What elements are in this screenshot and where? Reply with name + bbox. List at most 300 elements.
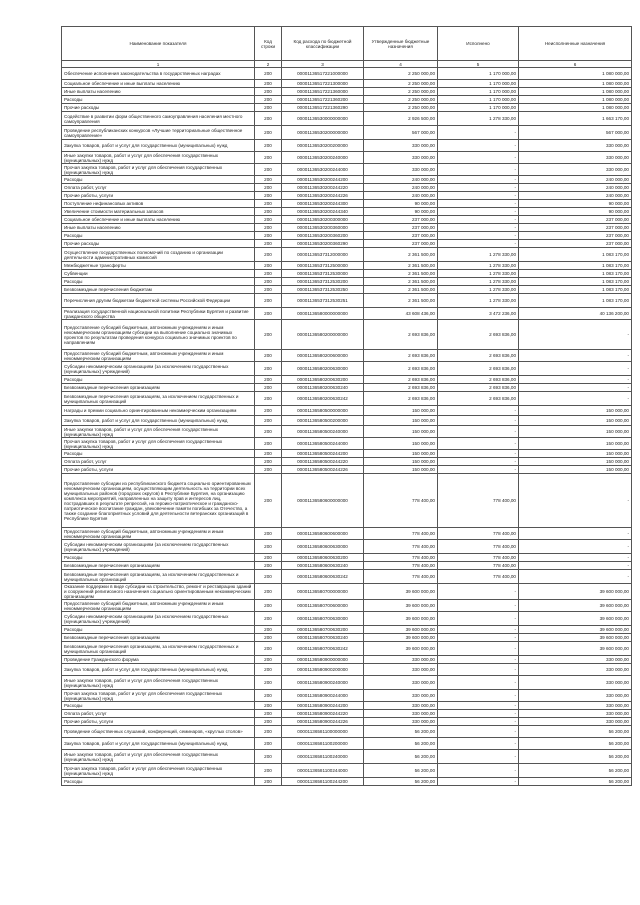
- row-name: Расходы: [62, 278, 255, 286]
- row-unexecuted: 150 000,00: [519, 406, 632, 416]
- row-approved: 39 600 000,00: [364, 626, 438, 634]
- row-executed: -: [438, 584, 519, 600]
- row-line-code: 200: [255, 164, 282, 176]
- row-executed: -: [438, 612, 519, 626]
- row-executed: -: [438, 438, 519, 450]
- row-budget-code: 00001136580200630000: [282, 362, 364, 376]
- table-row: [62, 192, 632, 200]
- row-unexecuted: 1 083 170,00: [519, 278, 632, 286]
- table-row: [62, 362, 632, 376]
- row-unexecuted: 1 080 000,00: [519, 80, 632, 88]
- row-name: Расходы: [62, 626, 255, 634]
- row-unexecuted: -: [519, 392, 632, 406]
- row-executed: 2 693 836,00: [438, 350, 519, 362]
- table-row: [62, 392, 632, 406]
- row-budget-code: 00001136530200244300: [282, 200, 364, 208]
- column-number-row: [62, 61, 632, 68]
- table-row: [62, 438, 632, 450]
- row-unexecuted: 1 083 170,00: [519, 248, 632, 262]
- row-executed: -: [438, 726, 519, 738]
- row-unexecuted: -: [519, 350, 632, 362]
- row-line-code: 200: [255, 224, 282, 232]
- row-name: Обеспечение исполнения законодательства в государственных наградах: [62, 68, 255, 80]
- row-unexecuted: 1 080 000,00: [519, 68, 632, 80]
- row-executed: -: [438, 126, 519, 140]
- row-budget-code: 00001136581100000000: [282, 726, 364, 738]
- table-row: [62, 642, 632, 656]
- table-row: [62, 216, 632, 224]
- column-number: 3: [282, 61, 364, 68]
- row-line-code: 200: [255, 664, 282, 676]
- row-line-code: 200: [255, 702, 282, 710]
- row-line-code: 200: [255, 438, 282, 450]
- row-unexecuted: -: [519, 384, 632, 392]
- row-approved: 43 608 436,00: [364, 308, 438, 320]
- row-name: Иные выплаты населению: [62, 88, 255, 96]
- row-executed: 1 278 330,00: [438, 278, 519, 286]
- row-unexecuted: 237 000,00: [519, 232, 632, 240]
- row-approved: 150 000,00: [364, 438, 438, 450]
- row-unexecuted: 330 000,00: [519, 656, 632, 664]
- row-unexecuted: 1 083 170,00: [519, 294, 632, 308]
- row-line-code: 200: [255, 308, 282, 320]
- row-budget-code: 00001136581100244200: [282, 778, 364, 786]
- row-unexecuted: 90 000,00: [519, 200, 632, 208]
- row-name: Увеличение стоимости материальных запасов: [62, 208, 255, 216]
- table-row: [62, 458, 632, 466]
- table-row: [62, 152, 632, 164]
- row-line-code: 200: [255, 278, 282, 286]
- row-name: Прочая закупка товаров, работ и услуг для обеспечения государственных (муниципальных) нужд: [62, 438, 255, 450]
- row-approved: 778 400,00: [364, 540, 438, 554]
- row-executed: 1 278 330,00: [438, 112, 519, 126]
- row-line-code: 200: [255, 350, 282, 362]
- row-budget-code: 00001136580900000000: [282, 656, 364, 664]
- row-name: Расходы: [62, 554, 255, 562]
- row-budget-code: 00001136580600630200: [282, 554, 364, 562]
- row-unexecuted: -: [519, 562, 632, 570]
- row-name: Поступление нефинансовых активов: [62, 200, 255, 208]
- row-unexecuted: 39 600 000,00: [519, 584, 632, 600]
- row-approved: 56 200,00: [364, 726, 438, 738]
- row-unexecuted: -: [519, 376, 632, 384]
- row-executed: 2 693 836,00: [438, 320, 519, 350]
- row-executed: -: [438, 676, 519, 690]
- row-budget-code: 00001136530200000000: [282, 126, 364, 140]
- row-approved: 778 400,00: [364, 528, 438, 540]
- row-unexecuted: 330 000,00: [519, 690, 632, 702]
- row-budget-code: 00001136580700000000: [282, 584, 364, 600]
- row-executed: -: [438, 192, 519, 200]
- row-line-code: 200: [255, 528, 282, 540]
- row-budget-code: 00001136580500244000: [282, 438, 364, 450]
- row-approved: 567 000,00: [364, 126, 438, 140]
- row-approved: 39 600 000,00: [364, 634, 438, 642]
- row-budget-code: 00001136517221360290: [282, 104, 364, 112]
- row-approved: 150 000,00: [364, 426, 438, 438]
- row-budget-code: 00001136580900244220: [282, 710, 364, 718]
- row-approved: 150 000,00: [364, 450, 438, 458]
- row-unexecuted: 240 000,00: [519, 184, 632, 192]
- row-name: Прочие работы, услуги: [62, 466, 255, 474]
- row-approved: 2 250 000,00: [364, 96, 438, 104]
- table-row: [62, 350, 632, 362]
- table-row: [62, 528, 632, 540]
- row-approved: 778 400,00: [364, 562, 438, 570]
- row-name: Прочая закупка товаров, работ и услуг для обеспечения государственных (муниципальных) нужд: [62, 164, 255, 176]
- row-approved: 150 000,00: [364, 406, 438, 416]
- row-line-code: 200: [255, 240, 282, 248]
- row-budget-code: 00001136530200300000: [282, 216, 364, 224]
- table-row: [62, 718, 632, 726]
- row-executed: 778 400,00: [438, 540, 519, 554]
- row-budget-code: 00001136581100240000: [282, 750, 364, 764]
- row-approved: 56 200,00: [364, 764, 438, 778]
- table-row: [62, 738, 632, 750]
- table-row: [62, 634, 632, 642]
- row-budget-code: 00001136580500000000: [282, 406, 364, 416]
- table-row: [62, 406, 632, 416]
- header-row: [62, 27, 632, 61]
- row-unexecuted: 330 000,00: [519, 710, 632, 718]
- row-budget-code: 00001136580600630242: [282, 570, 364, 584]
- row-line-code: 200: [255, 600, 282, 612]
- row-approved: 2 693 836,00: [364, 384, 438, 392]
- row-line-code: 200: [255, 738, 282, 750]
- row-approved: 56 200,00: [364, 738, 438, 750]
- row-line-code: 200: [255, 676, 282, 690]
- row-executed: -: [438, 626, 519, 634]
- table-row: [62, 308, 632, 320]
- row-unexecuted: 330 000,00: [519, 718, 632, 726]
- table-row: [62, 80, 632, 88]
- row-line-code: 200: [255, 68, 282, 80]
- table-row: [62, 690, 632, 702]
- column-number: 4: [364, 61, 438, 68]
- row-approved: 778 400,00: [364, 474, 438, 528]
- row-budget-code: 00001136580700630000: [282, 612, 364, 626]
- row-executed: -: [438, 240, 519, 248]
- row-name: Предоставление субсидий бюджетным, автономным учреждениям и иным некоммерческим организациям: [62, 600, 255, 612]
- row-executed: -: [438, 738, 519, 750]
- row-approved: 150 000,00: [364, 466, 438, 474]
- row-approved: 2 361 500,00: [364, 286, 438, 294]
- table-row: [62, 600, 632, 612]
- row-unexecuted: 1 080 000,00: [519, 104, 632, 112]
- row-budget-code: 00001136580700630200: [282, 626, 364, 634]
- column-number: 2: [255, 61, 282, 68]
- row-approved: 330 000,00: [364, 664, 438, 676]
- row-budget-code: 00001136580200630200: [282, 376, 364, 384]
- table-row: [62, 262, 632, 270]
- column-header-name: Наименование показателя: [62, 27, 255, 61]
- table-row: [62, 320, 632, 350]
- row-line-code: 200: [255, 384, 282, 392]
- row-unexecuted: 237 000,00: [519, 240, 632, 248]
- row-name: Безвозмездные перечисления организациям: [62, 384, 255, 392]
- column-header-approved: Утвержденные бюджетные назначения: [364, 27, 438, 61]
- row-budget-code: 00001136580500244220: [282, 458, 364, 466]
- row-approved: 39 600 000,00: [364, 584, 438, 600]
- row-budget-code: 00001136537312530251: [282, 294, 364, 308]
- row-unexecuted: -: [519, 528, 632, 540]
- table-row: [62, 224, 632, 232]
- row-unexecuted: 237 000,00: [519, 224, 632, 232]
- row-executed: 1 170 000,00: [438, 104, 519, 112]
- row-budget-code: 00001136537312530200: [282, 278, 364, 286]
- row-approved: 2 926 500,00: [364, 112, 438, 126]
- row-budget-code: 00001136580900200000: [282, 664, 364, 676]
- row-name: Расходы: [62, 450, 255, 458]
- row-approved: 2 693 836,00: [364, 392, 438, 406]
- row-name: Иные закупки товаров, работ и услуг для обеспечения государственных (муниципальных) нужд: [62, 426, 255, 438]
- column-header-line-code: Код строки: [255, 27, 282, 61]
- table-row: [62, 232, 632, 240]
- table-row: [62, 416, 632, 426]
- row-name: Расходы: [62, 376, 255, 384]
- row-executed: -: [438, 750, 519, 764]
- row-executed: 2 693 836,00: [438, 362, 519, 376]
- row-budget-code: 00001136580500200000: [282, 416, 364, 426]
- row-line-code: 200: [255, 104, 282, 112]
- row-unexecuted: -: [519, 362, 632, 376]
- row-executed: -: [438, 184, 519, 192]
- table-row: [62, 140, 632, 152]
- row-approved: 2 250 000,00: [364, 68, 438, 80]
- row-line-code: 200: [255, 690, 282, 702]
- row-name: Безвозмездные перечисления бюджетам: [62, 286, 255, 294]
- row-approved: 150 000,00: [364, 416, 438, 426]
- row-line-code: 200: [255, 656, 282, 664]
- row-executed: 1 278 330,00: [438, 294, 519, 308]
- row-unexecuted: 39 600 000,00: [519, 600, 632, 612]
- row-unexecuted: -: [519, 320, 632, 350]
- row-name: Предоставление субсидий бюджетным, автономным учреждениям и иным некоммерческим организациям: [62, 350, 255, 362]
- row-line-code: 200: [255, 152, 282, 164]
- row-approved: 2 250 000,00: [364, 88, 438, 96]
- row-executed: 1 170 000,00: [438, 68, 519, 80]
- column-header-executed: Исполнено: [438, 27, 519, 61]
- budget-execution-table: [61, 26, 632, 786]
- row-name: Содействие в развитии форм общественного самоуправления населения местного самоуправления: [62, 112, 255, 126]
- row-approved: 2 361 500,00: [364, 294, 438, 308]
- row-unexecuted: 56 200,00: [519, 778, 632, 786]
- row-name: Иные закупки товаров, работ и услуг для обеспечения государственных (муниципальных) нужд: [62, 750, 255, 764]
- row-budget-code: 00001136580900240000: [282, 676, 364, 690]
- table-row: [62, 778, 632, 786]
- row-executed: -: [438, 466, 519, 474]
- row-approved: 39 600 000,00: [364, 612, 438, 626]
- row-name: Расходы: [62, 778, 255, 786]
- row-name: Перечисления другим бюджетам бюджетной системы Российской Федерации: [62, 294, 255, 308]
- row-unexecuted: 39 600 000,00: [519, 626, 632, 634]
- row-line-code: 200: [255, 562, 282, 570]
- row-unexecuted: 150 000,00: [519, 438, 632, 450]
- table-row: [62, 286, 632, 294]
- row-line-code: 200: [255, 458, 282, 466]
- row-budget-code: 00001136580600630240: [282, 562, 364, 570]
- row-budget-code: 00001136580900244200: [282, 702, 364, 710]
- row-executed: -: [438, 176, 519, 184]
- row-approved: 240 000,00: [364, 184, 438, 192]
- row-budget-code: 00001136581100244000: [282, 764, 364, 778]
- row-approved: 56 200,00: [364, 750, 438, 764]
- row-budget-code: 00001136530200244000: [282, 164, 364, 176]
- row-name: Закупка товаров, работ и услуг для государственных (муниципальных) нужд: [62, 140, 255, 152]
- row-executed: -: [438, 664, 519, 676]
- row-line-code: 200: [255, 80, 282, 88]
- row-line-code: 200: [255, 718, 282, 726]
- row-executed: 1 278 330,00: [438, 270, 519, 278]
- row-line-code: 200: [255, 764, 282, 778]
- column-number: 5: [438, 61, 519, 68]
- row-budget-code: 00001136537312530000: [282, 270, 364, 278]
- row-executed: 1 170 000,00: [438, 80, 519, 88]
- row-budget-code: 00001136580000000000: [282, 308, 364, 320]
- row-budget-code: 00001136530200244340: [282, 208, 364, 216]
- row-line-code: 200: [255, 200, 282, 208]
- row-unexecuted: 567 000,00: [519, 126, 632, 140]
- table-row: [62, 570, 632, 584]
- row-budget-code: 00001136530200244220: [282, 184, 364, 192]
- row-budget-code: 00001136580900244000: [282, 690, 364, 702]
- row-executed: -: [438, 764, 519, 778]
- row-approved: 2 693 836,00: [364, 320, 438, 350]
- table-row: [62, 126, 632, 140]
- table-row: [62, 726, 632, 738]
- row-approved: 2 361 500,00: [364, 248, 438, 262]
- table-header: [62, 27, 632, 68]
- row-unexecuted: 330 000,00: [519, 702, 632, 710]
- row-unexecuted: 56 200,00: [519, 726, 632, 738]
- row-executed: 2 693 836,00: [438, 384, 519, 392]
- row-executed: 778 400,00: [438, 562, 519, 570]
- row-executed: -: [438, 208, 519, 216]
- row-executed: -: [438, 216, 519, 224]
- row-approved: 330 000,00: [364, 702, 438, 710]
- row-approved: 2 361 500,00: [364, 262, 438, 270]
- row-budget-code: 00001136530200244226: [282, 192, 364, 200]
- row-line-code: 200: [255, 466, 282, 474]
- row-approved: 330 000,00: [364, 164, 438, 176]
- row-line-code: 200: [255, 140, 282, 152]
- row-budget-code: 00001136580600600000: [282, 528, 364, 540]
- row-budget-code: 00001136530200360290: [282, 240, 364, 248]
- row-name: Расходы: [62, 96, 255, 104]
- row-executed: -: [438, 406, 519, 416]
- row-line-code: 200: [255, 248, 282, 262]
- row-approved: 90 000,00: [364, 208, 438, 216]
- row-approved: 237 000,00: [364, 232, 438, 240]
- row-name: Осуществление государственных полномочий по созданию и организации деятельности административных комиссий: [62, 248, 255, 262]
- row-line-code: 200: [255, 392, 282, 406]
- table-row: [62, 104, 632, 112]
- row-line-code: 200: [255, 176, 282, 184]
- table-row: [62, 164, 632, 176]
- row-budget-code: 00001136517221000000: [282, 68, 364, 80]
- row-executed: 2 693 836,00: [438, 376, 519, 384]
- row-line-code: 200: [255, 216, 282, 224]
- table-row: [62, 664, 632, 676]
- table-row: [62, 200, 632, 208]
- row-approved: 2 693 836,00: [364, 362, 438, 376]
- row-budget-code: 00001136580200630242: [282, 392, 364, 406]
- row-approved: 240 000,00: [364, 192, 438, 200]
- row-budget-code: 00001136580700600000: [282, 600, 364, 612]
- row-unexecuted: 40 136 200,00: [519, 308, 632, 320]
- row-executed: -: [438, 200, 519, 208]
- row-executed: 778 400,00: [438, 474, 519, 528]
- row-line-code: 200: [255, 642, 282, 656]
- row-executed: -: [438, 690, 519, 702]
- row-approved: 39 600 000,00: [364, 642, 438, 656]
- row-approved: 2 693 836,00: [364, 376, 438, 384]
- row-name: Предоставление субсидии из республиканского бюджета социально ориентированным некоммерческим организациям, осуществляющим деятельность на территории всех муниципальных районов (городских округов) в Республике Бурятия, на организацию комплекса мероприятий, направленных на защиту прав и интересов лиц, пострадавших в результате репрессий, на героико-патриотическое и гражданско-патриотическое воспитание граждан, увековечение памяти погибших за Отечество, а также создание благоприятных условий для деятельности ветеранских организаций в Республике Бурятия: [62, 474, 255, 528]
- row-unexecuted: 39 600 000,00: [519, 642, 632, 656]
- row-name: Прочая закупка товаров, работ и услуг для обеспечения государственных (муниципальных) нужд: [62, 690, 255, 702]
- row-name: Социальное обеспечение и иные выплаты населению: [62, 216, 255, 224]
- row-budget-code: 00001136580600000000: [282, 474, 364, 528]
- row-approved: 778 400,00: [364, 554, 438, 562]
- row-unexecuted: 56 200,00: [519, 750, 632, 764]
- table-row: [62, 270, 632, 278]
- row-unexecuted: 1 083 170,00: [519, 262, 632, 270]
- row-approved: 330 000,00: [364, 656, 438, 664]
- row-name: Безвозмездные перечисления организациям, за исключением государственных и муниципальных организаций: [62, 642, 255, 656]
- table-row: [62, 676, 632, 690]
- row-approved: 237 000,00: [364, 240, 438, 248]
- row-unexecuted: 330 000,00: [519, 664, 632, 676]
- row-line-code: 200: [255, 750, 282, 764]
- table-row: [62, 96, 632, 104]
- row-name: Субвенции: [62, 270, 255, 278]
- row-executed: -: [438, 778, 519, 786]
- row-executed: -: [438, 426, 519, 438]
- row-approved: 2 361 500,00: [364, 270, 438, 278]
- row-budget-code: 00001136530200360200: [282, 232, 364, 240]
- row-name: Иные выплаты населению: [62, 224, 255, 232]
- row-budget-code: 00001136580500240000: [282, 426, 364, 438]
- row-executed: -: [438, 642, 519, 656]
- row-unexecuted: 90 000,00: [519, 208, 632, 216]
- row-line-code: 200: [255, 286, 282, 294]
- row-name: Иные закупки товаров, работ и услуг для обеспечения государственных (муниципальных) нужд: [62, 676, 255, 690]
- row-line-code: 200: [255, 232, 282, 240]
- table-row: [62, 764, 632, 778]
- table-row: [62, 176, 632, 184]
- row-budget-code: 00001136580200000000: [282, 320, 364, 350]
- row-unexecuted: 330 000,00: [519, 140, 632, 152]
- table-row: [62, 562, 632, 570]
- row-line-code: 200: [255, 584, 282, 600]
- row-line-code: 200: [255, 126, 282, 140]
- row-unexecuted: 150 000,00: [519, 466, 632, 474]
- row-approved: 330 000,00: [364, 710, 438, 718]
- row-budget-code: 00001136537312500000: [282, 262, 364, 270]
- table-body: [62, 68, 632, 786]
- row-line-code: 200: [255, 612, 282, 626]
- row-executed: 778 400,00: [438, 554, 519, 562]
- row-approved: 330 000,00: [364, 676, 438, 690]
- row-approved: 330 000,00: [364, 690, 438, 702]
- row-line-code: 200: [255, 416, 282, 426]
- row-executed: -: [438, 702, 519, 710]
- table-row: [62, 474, 632, 528]
- row-name: Закупка товаров, работ и услуг для государственных (муниципальных) нужд: [62, 416, 255, 426]
- row-budget-code: 00001136580700630240: [282, 634, 364, 642]
- row-name: Расходы: [62, 176, 255, 184]
- column-header-unexecuted: Неисполненные назначения: [519, 27, 632, 61]
